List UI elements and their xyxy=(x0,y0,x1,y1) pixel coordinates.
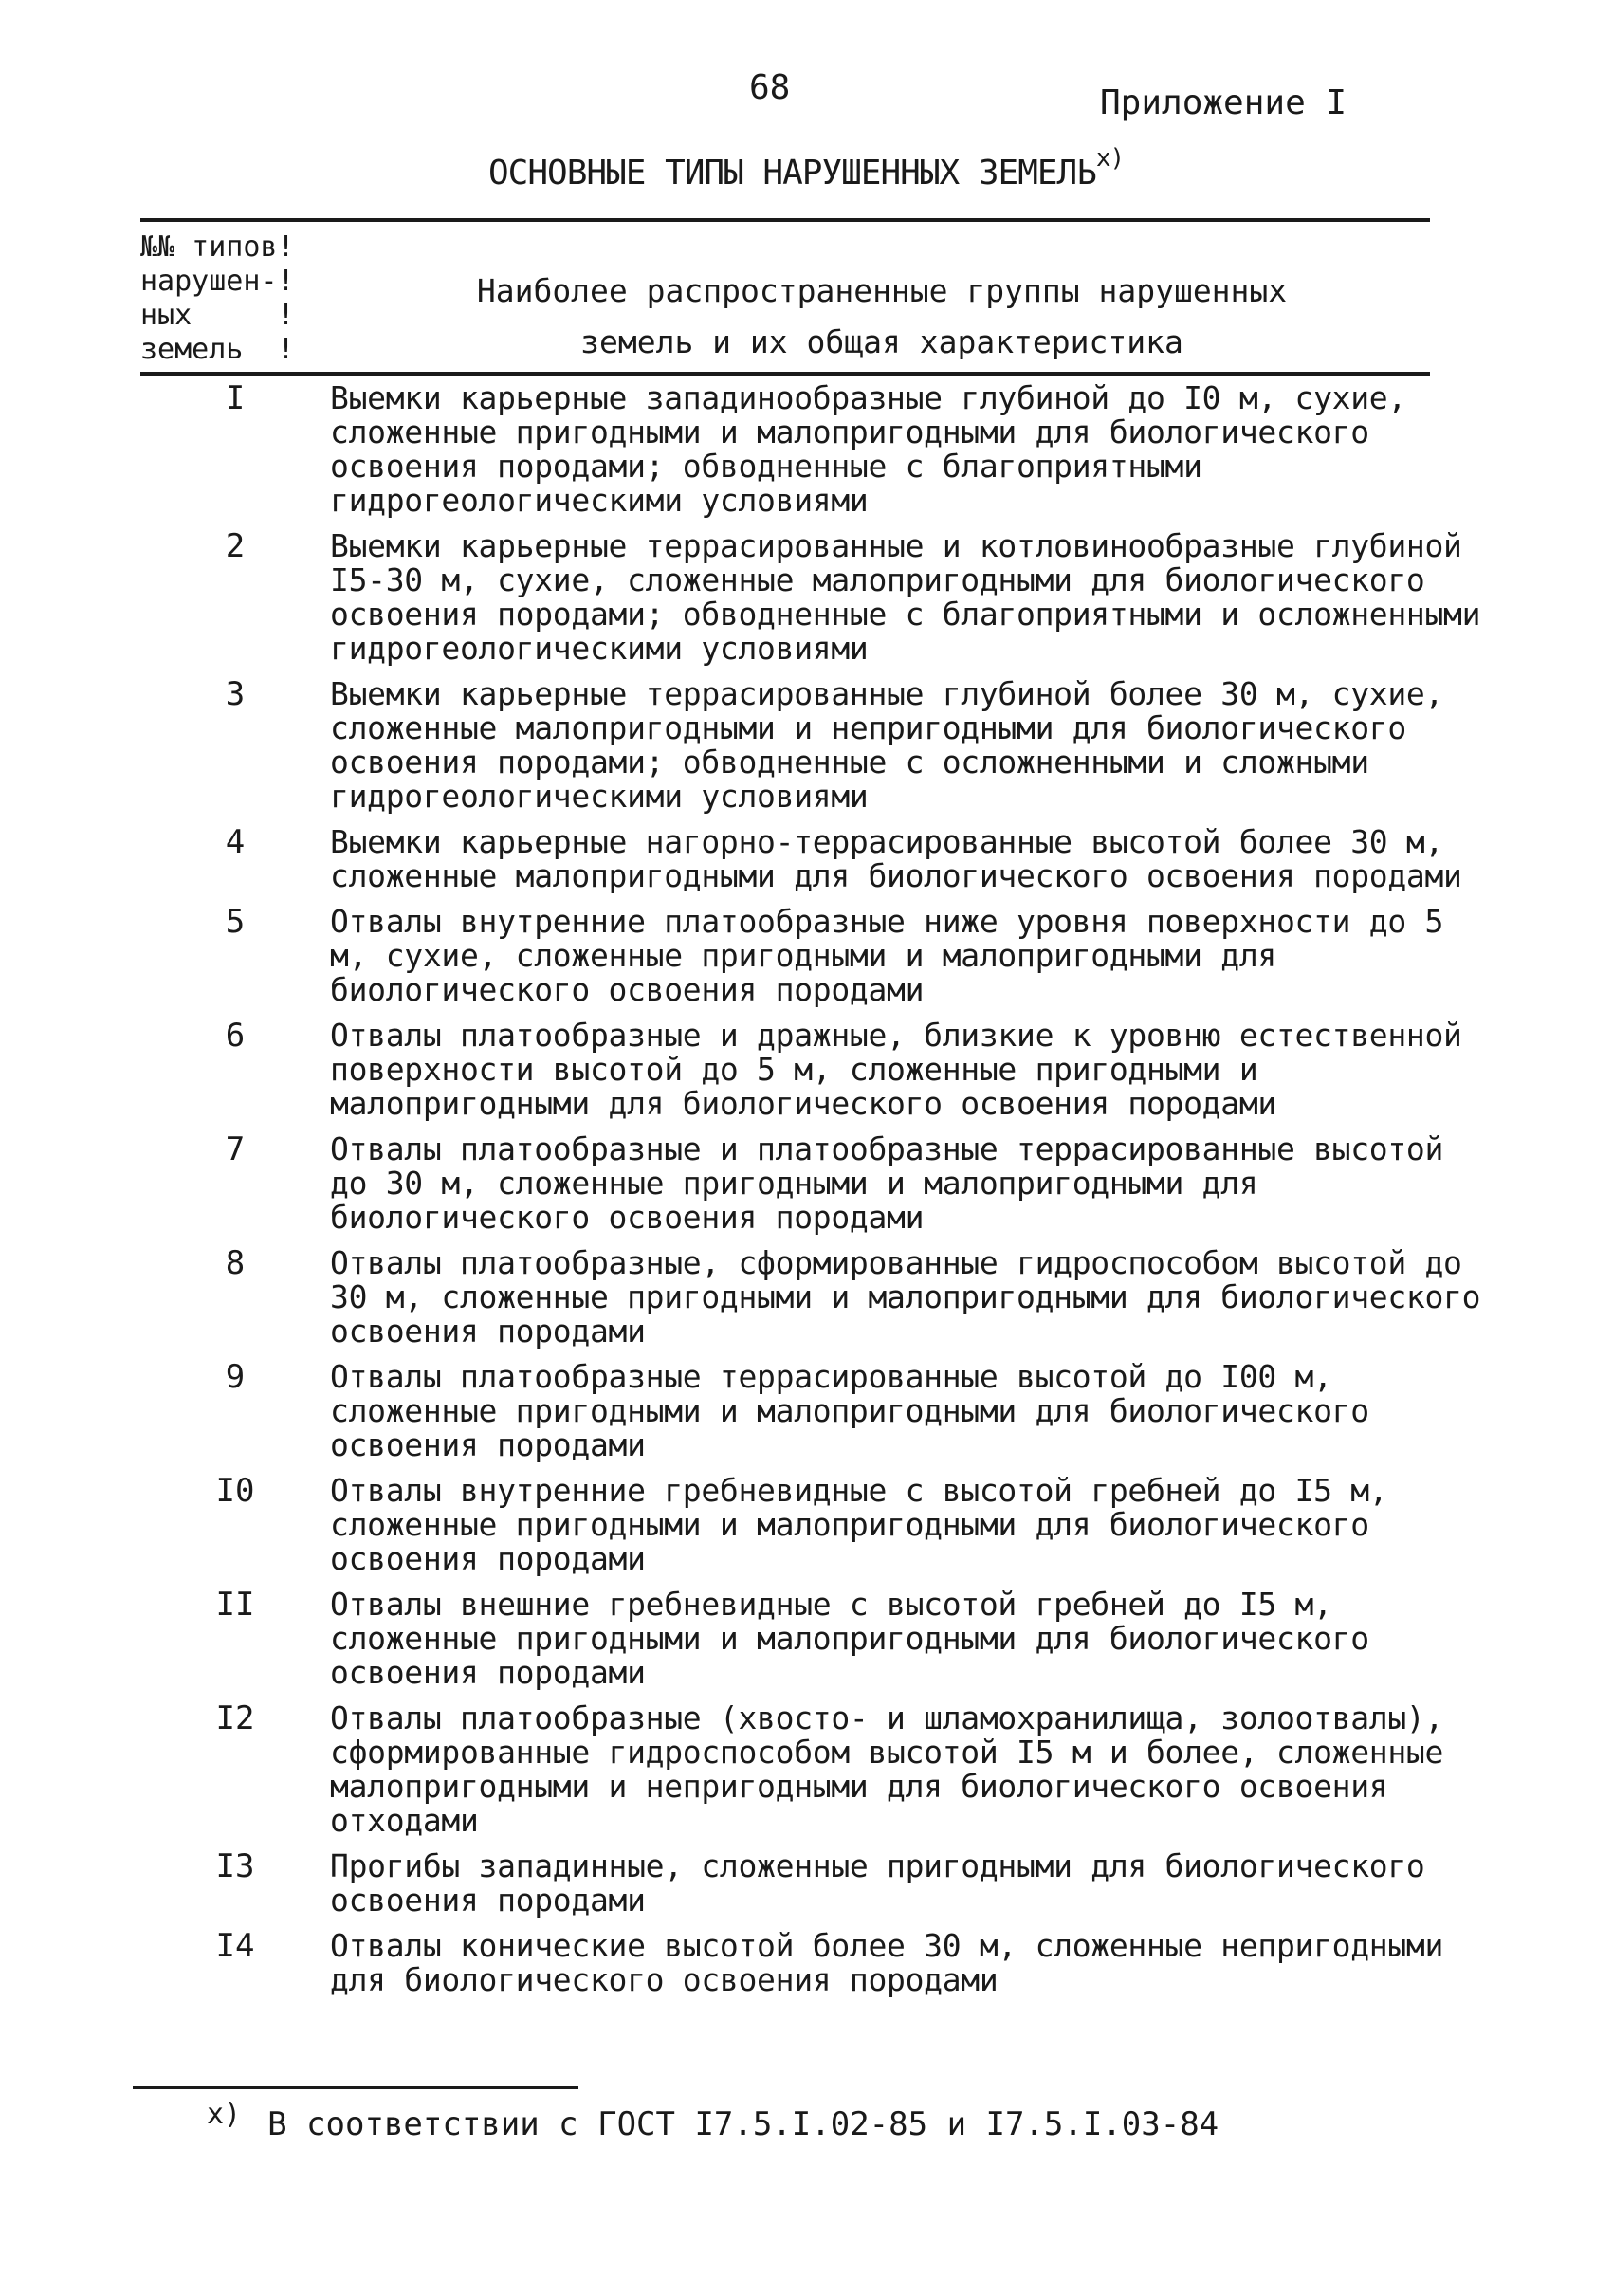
row-description: Отвалы внутренние платообразные ниже уровня поверхности до 5 м, сухие, сложенные пригодными и малопригодными для биологического освоения породами xyxy=(330,903,1444,1008)
row-type-number: 4 xyxy=(225,823,246,861)
header-line: ных ! xyxy=(140,299,295,332)
table-row xyxy=(140,1132,1487,1235)
row-type-number: 6 xyxy=(225,1017,246,1055)
row-description: Отвалы внутренние гребневидные с высотой гребней до I5 м, сложенные пригодными и малопригодными для биологического освоения породами xyxy=(330,1472,1388,1577)
row-type-number: I3 xyxy=(215,1847,255,1885)
table-row xyxy=(140,1246,1487,1349)
row-type-number: 3 xyxy=(225,675,246,713)
row-type-number: I2 xyxy=(215,1699,255,1737)
appendix-label: Приложение I xyxy=(1100,83,1347,122)
header-line: Наиболее распространенные группы нарушенных xyxy=(476,272,1288,309)
row-description: Прогибы западинные, сложенные пригодными для биологического освоения породами xyxy=(330,1847,1425,1919)
footnote-text: В соответствии с ГОСТ I7.5.I.02-85 и I7.5.I.03-84 xyxy=(267,2105,1219,2143)
row-description: Выемки карьерные террасированные и котловинообразные глубиной I5-30 м, сухие, сложенные малопригодными для биологического освоения породами; обводненные с благоприятными и осложненными гидрогеологическими условиями xyxy=(330,527,1481,667)
table-body xyxy=(140,381,1487,2009)
title-text: ОСНОВНЫЕ ТИПЫ НАРУШЕННЫХ ЗЕМЕЛЬ xyxy=(488,154,1096,193)
table-row xyxy=(140,1474,1487,1576)
table-row xyxy=(140,529,1487,666)
row-type-number: I4 xyxy=(215,1927,255,1965)
row-type-number: 7 xyxy=(225,1130,246,1168)
row-type-number: 9 xyxy=(225,1358,246,1396)
column-header-description xyxy=(408,266,1356,368)
row-description: Отвалы платообразные и платообразные террасированные высотой до 30 м, сложенные пригодными и малопригодными для биологического освоения породами xyxy=(330,1130,1444,1236)
table-header-rule xyxy=(140,372,1430,376)
table-row xyxy=(140,1849,1487,1918)
header-line: №№ типов! xyxy=(140,230,295,264)
row-description: Выемки карьерные западинообразные глубиной до I0 м, сухие, сложенные пригодными и малопригодными для биологического освоения породами; обводненные с благоприятными гидрогеологическими условиями xyxy=(330,379,1406,519)
row-type-number: I0 xyxy=(215,1472,255,1510)
row-description: Выемки карьерные нагорно-террасированные высотой более 30 м, сложенные малопригодными для биологического освоения породами xyxy=(330,823,1462,894)
row-description: Отвалы конические высотой более 30 м, сложенные непригодными для биологического освоения породами xyxy=(330,1927,1444,1998)
header-line: нарушен-! xyxy=(140,265,295,298)
footnote-rule xyxy=(133,2086,578,2089)
row-description: Отвалы внешние гребневидные с высотой гребней до I5 м, сложенные пригодными и малопригодными для биологического освоения породами xyxy=(330,1586,1369,1691)
table-row xyxy=(140,1360,1487,1462)
table-row xyxy=(140,1588,1487,1690)
page-title xyxy=(488,144,1125,193)
table-row xyxy=(140,1019,1487,1121)
footnote xyxy=(207,2098,1219,2143)
table-row xyxy=(140,825,1487,893)
page-number: 68 xyxy=(749,68,791,107)
header-line: земель и их общая характеристика xyxy=(580,323,1183,360)
row-description: Отвалы платообразные (хвосто- и шламохранилища, золоотвалы), сформированные гидроспособом высотой I5 м и более, сложенные малопригодными и непригодными для биологического освоения отходами xyxy=(330,1699,1444,1839)
footnote-mark: x) xyxy=(207,2098,242,2131)
row-description: Отвалы платообразные и дражные, близкие к уровню естественной поверхности высотой до 5 м, сложенные пригодными и малопригодными для биологического освоения породами xyxy=(330,1017,1462,1122)
table-row xyxy=(140,905,1487,1007)
column-header-type-number xyxy=(140,230,330,367)
row-description: Выемки карьерные террасированные глубиной более 30 м, сухие, сложенные малопригодными и непригодными для биологического освоения породами; обводненные с осложненными и сложными гидрогеологическими условиями xyxy=(330,675,1444,815)
table-row xyxy=(140,1701,1487,1838)
table-top-rule xyxy=(140,218,1430,222)
table-row xyxy=(140,1929,1487,1997)
row-type-number: 5 xyxy=(225,903,246,941)
header-line: земель ! xyxy=(140,333,295,366)
row-type-number: I xyxy=(225,379,246,417)
row-type-number: 8 xyxy=(225,1244,246,1282)
row-type-number: 2 xyxy=(225,527,246,565)
title-footnote-mark: x) xyxy=(1095,144,1125,173)
table-row xyxy=(140,381,1487,518)
row-description: Отвалы платообразные, сформированные гидроспособом высотой до 30 м, сложенные пригодными и малопригодными для биологического освоения породами xyxy=(330,1244,1481,1350)
row-description: Отвалы платообразные террасированные высотой до I00 м, сложенные пригодными и малопригодными для биологического освоения породами xyxy=(330,1358,1369,1463)
table-row xyxy=(140,677,1487,814)
row-type-number: II xyxy=(215,1586,255,1624)
